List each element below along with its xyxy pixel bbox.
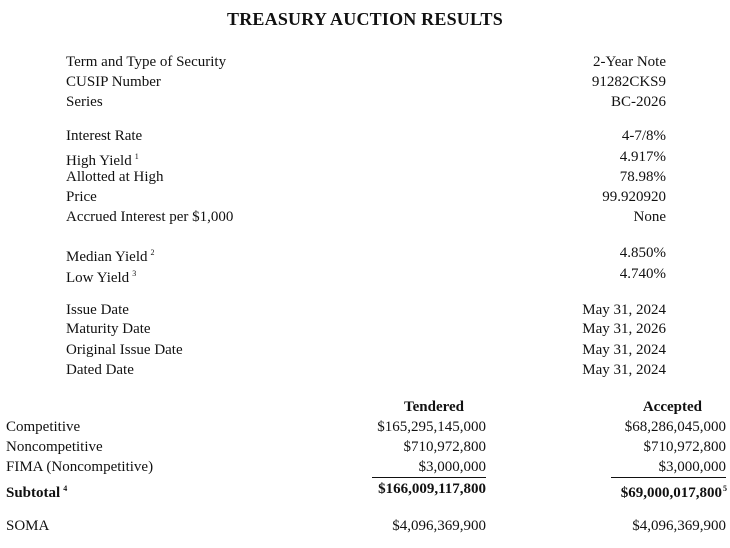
subtotal-tendered: $166,009,117,800 xyxy=(378,481,486,497)
series-label: Series xyxy=(66,94,103,110)
allotted-value: 78.98% xyxy=(619,169,666,185)
interest-rate-value: 4-7/8% xyxy=(621,128,666,144)
median-yield-label-text: Median Yield xyxy=(66,249,148,265)
accrued-interest-value: None xyxy=(633,209,666,225)
high-yield-value: 4.917% xyxy=(619,149,666,165)
tendered-header: Tendered xyxy=(403,399,464,415)
accepted-sum-line xyxy=(611,477,726,478)
subtotal-label-text: Subtotal xyxy=(6,485,61,501)
low-yield-label xyxy=(66,264,136,284)
subtotal-label xyxy=(6,479,67,499)
accepted-header: Accepted xyxy=(642,399,702,415)
tendered-sum-line xyxy=(372,477,486,478)
fima-tendered: $3,000,000 xyxy=(418,459,486,475)
dated-date-value: May 31, 2024 xyxy=(582,362,666,378)
subtotal-footnote: 4 xyxy=(63,484,68,493)
competitive-accepted: $68,286,045,000 xyxy=(624,419,726,435)
median-yield-label xyxy=(66,243,155,263)
fima-accepted: $3,000,000 xyxy=(658,459,726,475)
accrued-interest-label: Accrued Interest per $1,000 xyxy=(66,209,234,225)
soma-tendered: $4,096,369,900 xyxy=(392,518,486,534)
cusip-value: 91282CKS9 xyxy=(591,74,666,90)
high-yield-footnote: 1 xyxy=(134,152,139,161)
noncompetitive-tendered: $710,972,800 xyxy=(403,439,486,455)
median-yield-footnote: 2 xyxy=(150,248,155,257)
soma-label: SOMA xyxy=(6,518,50,534)
term-type-value: 2-Year Note xyxy=(592,54,666,70)
subtotal-accepted-value: $69,000,017,800 xyxy=(620,485,722,501)
noncompetitive-accepted: $710,972,800 xyxy=(643,439,726,455)
noncompetitive-label: Noncompetitive xyxy=(6,439,103,455)
cusip-label: CUSIP Number xyxy=(66,74,161,90)
low-yield-value: 4.740% xyxy=(619,266,666,282)
dated-date-label: Dated Date xyxy=(66,362,134,378)
soma-accepted: $4,096,369,900 xyxy=(632,518,726,534)
original-issue-date-value: May 31, 2024 xyxy=(582,342,666,358)
low-yield-footnote: 3 xyxy=(132,269,137,278)
maturity-date-value: May 31, 2026 xyxy=(582,321,666,337)
subtotal-accepted xyxy=(621,479,727,499)
median-yield-value: 4.850% xyxy=(619,245,666,261)
series-value: BC-2026 xyxy=(610,94,666,110)
maturity-date-label: Maturity Date xyxy=(66,321,151,337)
term-type-label: Term and Type of Security xyxy=(66,54,227,70)
report-title: TREASURY AUCTION RESULTS xyxy=(227,9,503,29)
high-yield-label xyxy=(66,147,139,167)
price-value: 99.920920 xyxy=(602,189,666,205)
original-issue-date-label: Original Issue Date xyxy=(66,342,183,358)
low-yield-label-text: Low Yield xyxy=(66,270,130,286)
competitive-label: Competitive xyxy=(6,419,81,435)
allotted-label: Allotted at High xyxy=(66,169,164,185)
issue-date-value: May 31, 2024 xyxy=(582,302,666,318)
high-yield-label-text: High Yield xyxy=(66,153,132,169)
subtotal-accepted-footnote: 5 xyxy=(723,484,727,493)
competitive-tendered: $165,295,145,000 xyxy=(377,419,486,435)
fima-label: FIMA (Noncompetitive) xyxy=(6,459,154,475)
interest-rate-label: Interest Rate xyxy=(66,128,143,144)
issue-date-label: Issue Date xyxy=(66,302,129,318)
price-label: Price xyxy=(66,189,97,205)
